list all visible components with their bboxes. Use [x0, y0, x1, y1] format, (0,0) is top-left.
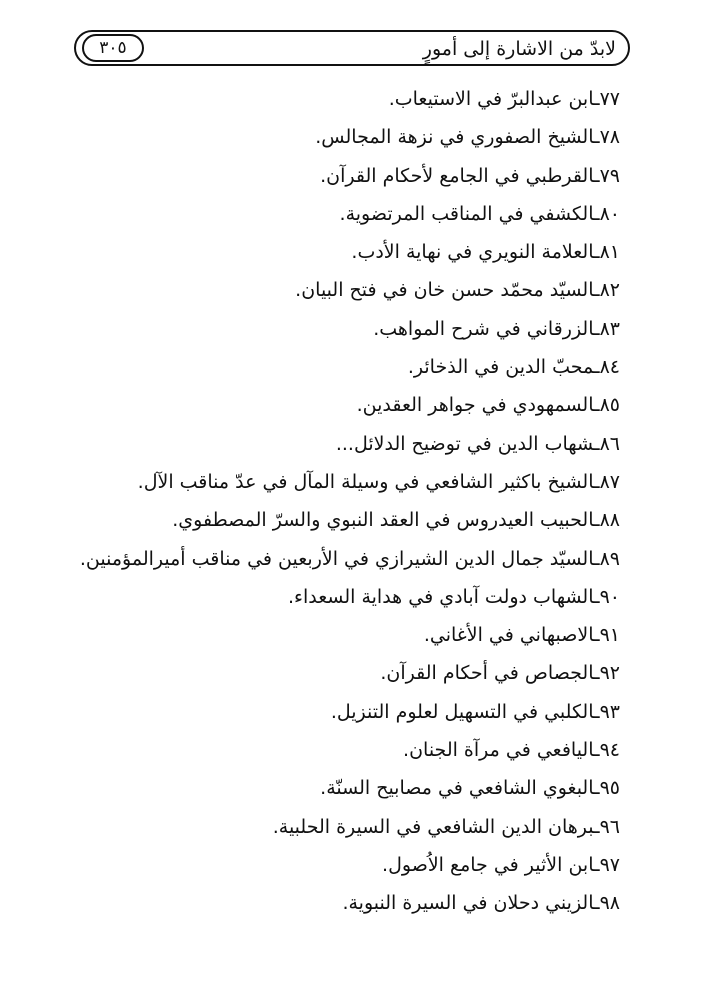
list-item: ٨٠ـالكشفي في المناقب المرتضوية. — [339, 202, 620, 225]
list-item: ٩٠ـالشهاب دولت آبادي في هداية السعداء. — [288, 585, 620, 608]
list-item: ٨٣ـالزرقاني في شرح المواهب. — [373, 317, 620, 340]
list-item: ٩٨ـالزيني دحلان في السيرة النبوية. — [342, 892, 620, 915]
list-item: ٩٥ـالبغوي الشافعي في مصابيح السنّة. — [320, 777, 620, 800]
list-item: ٨٩ـالسيّد جمال الدين الشيرازي في الأربعين في مناقب أميرالمؤمنين. — [79, 547, 620, 570]
list-item: ٨٦ـشهاب الدين في توضيح الدلائل... — [335, 432, 620, 455]
page-number: ٣٠٥ — [82, 34, 144, 62]
list-item: ٧٧ـابن عبدالبرّ في الاستيعاب. — [388, 88, 620, 110]
list-item: ٩٦ـبرهان الدين الشافعي في السيرة الحلبية. — [272, 815, 620, 838]
list-item: ٨٥ـالسمهودي في جواهر العقدين. — [356, 394, 620, 417]
list-item: ٨٧ـالشيخ باكثير الشافعي في وسيلة المآل في عدّ مناقب الآل. — [137, 470, 620, 493]
list-item: ٩٧ـابن الأثير في جامع الاُصول. — [382, 853, 620, 876]
list-item: ٧٨ـالشيخ الصفوري في نزهة المجالس. — [315, 126, 620, 149]
running-header — [74, 30, 630, 66]
list-item: ٩٣ـالكلبي في التسهيل لعلوم التنزيل. — [330, 700, 620, 723]
list-item: ٩١ـالاصبهاني في الأغاني. — [423, 624, 620, 647]
list-item: ٩٢ـالجصاص في أحكام القرآن. — [380, 662, 620, 685]
list-item: ٨١ـالعلامة النويري في نهاية الأدب. — [351, 241, 620, 264]
list-item: ٨٤ـمحبّ الدين في الذخائر. — [407, 356, 620, 379]
list-item: ٩٤ـاليافعي في مرآة الجنان. — [403, 739, 620, 762]
list-item: ٧٩ـالقرطبي في الجامع لأحكام القرآن. — [320, 164, 620, 187]
list-item: ٨٢ـالسيّد محمّد حسن خان في فتح البيان. — [295, 279, 620, 302]
list-item: ٨٨ـالحبيب العيدروس في العقد النبوي والسرّ المصطفوي. — [172, 509, 620, 532]
header-title: لابدّ من الاشارة إلى أمورٍ — [422, 38, 616, 60]
reference-list — [20, 80, 620, 923]
